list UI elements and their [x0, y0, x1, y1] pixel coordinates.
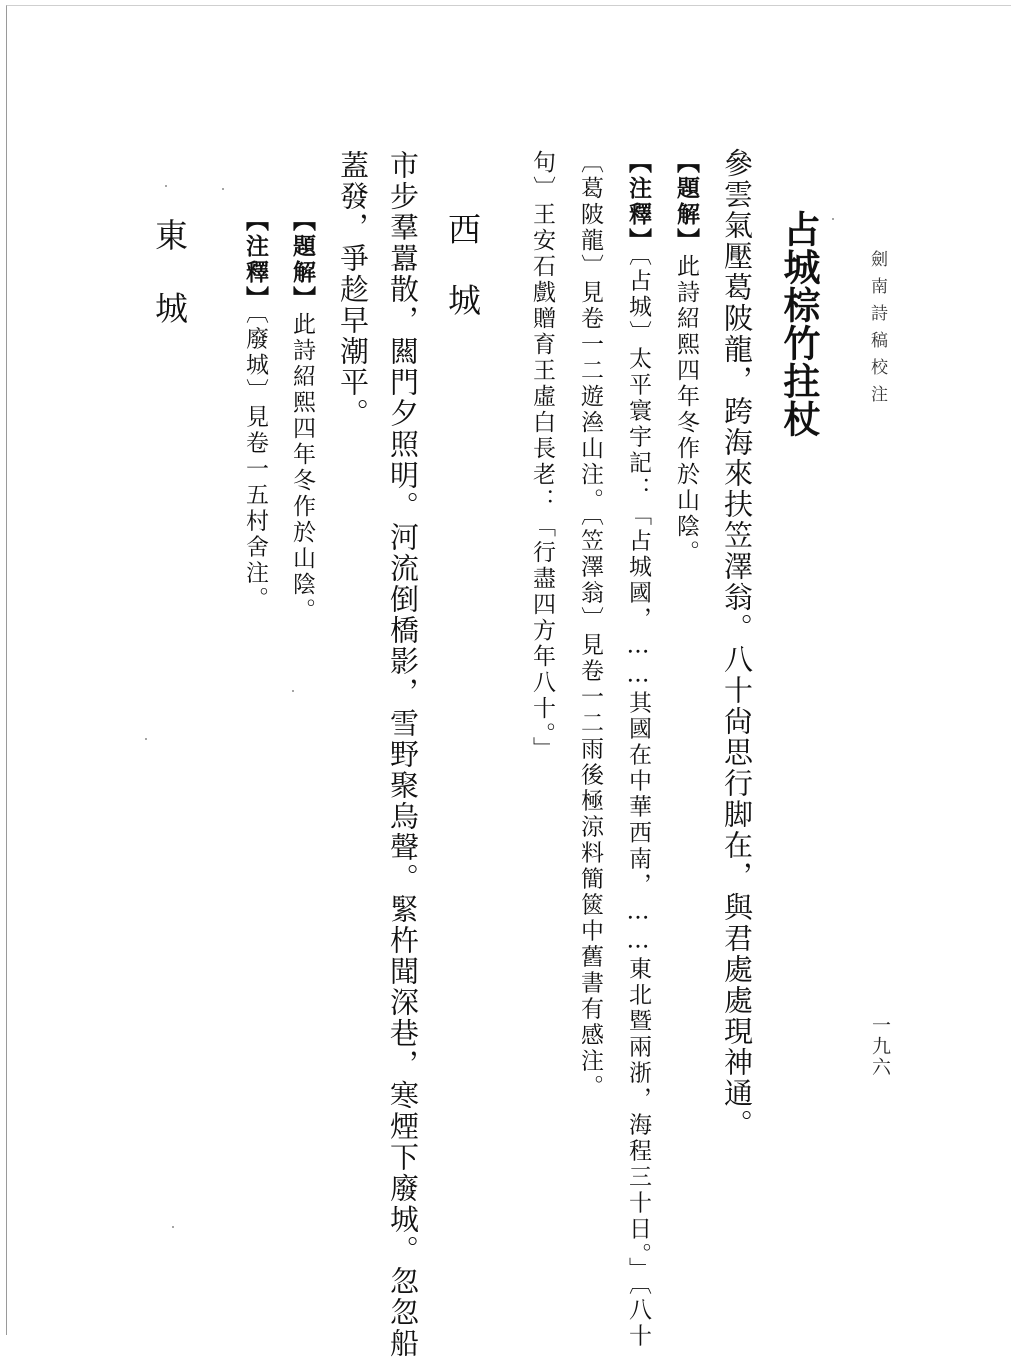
scan-speck [292, 690, 294, 692]
poem-title: 占城棕竹拄杖 [777, 210, 821, 438]
zhushi-label: 【注釋】 [242, 208, 269, 312]
note-column [243, 208, 267, 613]
scan-speck [172, 1226, 174, 1228]
scan-speck [165, 185, 167, 187]
note-column [674, 150, 698, 566]
tijie-text: 此詩紹熙四年冬作於山陰。 [673, 254, 699, 566]
annotation-text: 〔占城〕太平寰宇記：「占城國，……其國在中華西南，……東北暨兩浙，海程三十日。」〔八十 [625, 254, 651, 1350]
annotation-column: 〔葛陂龍〕見卷一二遊㴉山注。〔笠澤翁〕見卷一二雨後極涼料簡篋中舊書有感注。 [577, 150, 603, 1101]
poem-text-column: 參雲氣壓葛陂龍，跨海來扶笠澤翁。八十尙思行脚在，與君處處現神通。 [720, 148, 754, 1140]
poem-title: 西城 [443, 212, 482, 354]
annotation-column: 句〕王安石戲贈育王虛白長老：「行盡四方年八十。」 [529, 150, 555, 763]
zhushi-label: 【注釋】 [625, 150, 652, 254]
page-border [6, 5, 1011, 1335]
annotation-text: 〔廢城〕見卷一五村舍注。 [242, 312, 268, 613]
tijie-label: 【題解】 [289, 208, 316, 312]
page-number: 一九六 [869, 1015, 891, 1078]
note-column [290, 208, 314, 624]
poem-text-column: 市步羣囂散，闗門夕照明。河流倒橋影，雪野聚烏聲。緊杵聞深巷，寒煙下廢城。忽忽船 [386, 150, 420, 1359]
scan-speck [145, 738, 147, 740]
running-head: 劍南詩稿校注 [867, 250, 887, 412]
scan-speck [222, 188, 224, 190]
poem-text-column: 蓋發，爭趁早潮平。 [336, 150, 370, 429]
note-column [626, 150, 650, 1350]
tijie-label: 【題解】 [673, 150, 700, 254]
poem-title: 東城 [150, 218, 189, 364]
scan-speck [832, 218, 834, 220]
tijie-text: 此詩紹熙四年冬作於山陰。 [289, 312, 315, 624]
